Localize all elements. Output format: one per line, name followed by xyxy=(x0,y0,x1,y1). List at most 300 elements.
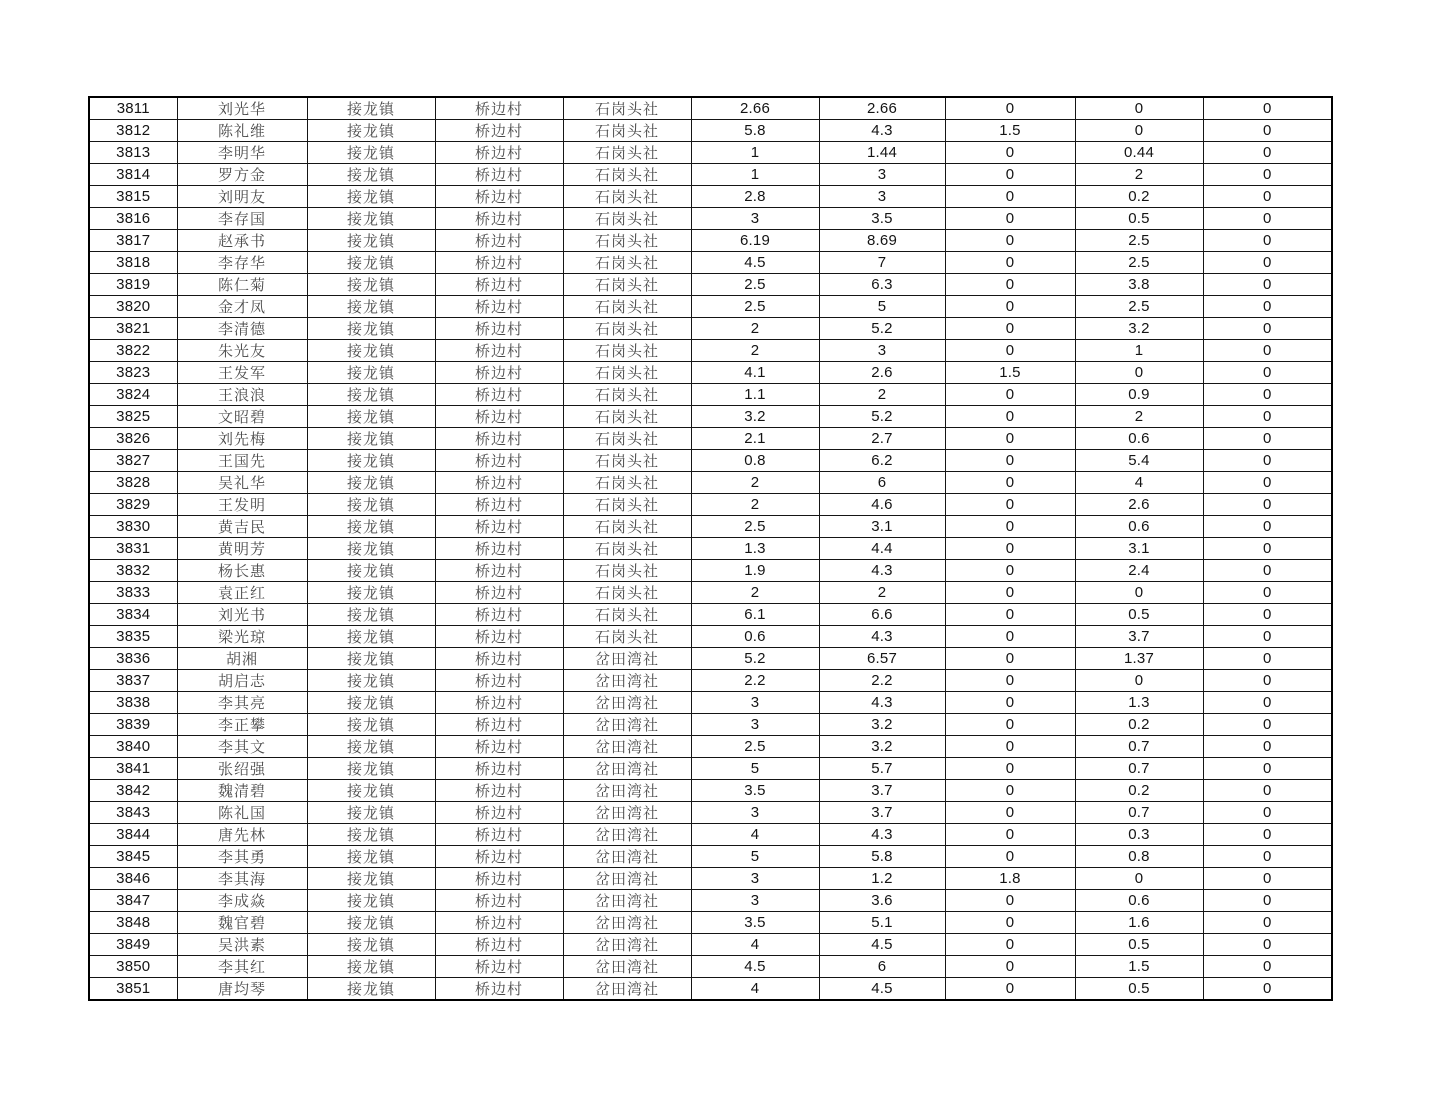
cell-person-name: 李其文 xyxy=(177,736,307,758)
table-row xyxy=(89,472,1332,494)
cell-value-1: 2.5 xyxy=(691,736,819,758)
cell-value-3: 0 xyxy=(945,450,1075,472)
table-row xyxy=(89,560,1332,582)
cell-value-5: 0 xyxy=(1203,780,1332,802)
table-row xyxy=(89,934,1332,956)
cell-village: 桥边村 xyxy=(435,714,563,736)
cell-town: 接龙镇 xyxy=(307,956,435,978)
cell-value-5: 0 xyxy=(1203,912,1332,934)
cell-village: 桥边村 xyxy=(435,362,563,384)
cell-value-1: 3 xyxy=(691,890,819,912)
cell-value-1: 2 xyxy=(691,494,819,516)
cell-person-name: 杨长惠 xyxy=(177,560,307,582)
cell-village: 桥边村 xyxy=(435,582,563,604)
cell-hamlet: 石岗头社 xyxy=(563,186,691,208)
cell-serial-number: 3841 xyxy=(89,758,177,780)
cell-person-name: 李其海 xyxy=(177,868,307,890)
cell-value-2: 3.5 xyxy=(819,208,945,230)
cell-hamlet: 石岗头社 xyxy=(563,604,691,626)
cell-value-4: 0.5 xyxy=(1075,934,1203,956)
cell-value-4: 0.3 xyxy=(1075,824,1203,846)
cell-hamlet: 石岗头社 xyxy=(563,164,691,186)
cell-value-5: 0 xyxy=(1203,692,1332,714)
cell-value-2: 3.6 xyxy=(819,890,945,912)
table-row xyxy=(89,956,1332,978)
cell-town: 接龙镇 xyxy=(307,538,435,560)
cell-value-2: 4.5 xyxy=(819,934,945,956)
cell-serial-number: 3813 xyxy=(89,142,177,164)
cell-value-3: 1.5 xyxy=(945,362,1075,384)
cell-value-2: 3.1 xyxy=(819,516,945,538)
cell-village: 桥边村 xyxy=(435,186,563,208)
cell-value-2: 4.4 xyxy=(819,538,945,560)
cell-value-3: 0 xyxy=(945,538,1075,560)
table-row xyxy=(89,120,1332,142)
cell-town: 接龙镇 xyxy=(307,318,435,340)
cell-value-5: 0 xyxy=(1203,230,1332,252)
cell-person-name: 李成焱 xyxy=(177,890,307,912)
cell-village: 桥边村 xyxy=(435,780,563,802)
cell-town: 接龙镇 xyxy=(307,362,435,384)
cell-hamlet: 石岗头社 xyxy=(563,208,691,230)
cell-value-1: 2 xyxy=(691,340,819,362)
cell-person-name: 李其红 xyxy=(177,956,307,978)
cell-village: 桥边村 xyxy=(435,472,563,494)
cell-village: 桥边村 xyxy=(435,296,563,318)
table-row xyxy=(89,714,1332,736)
cell-town: 接龙镇 xyxy=(307,340,435,362)
cell-value-3: 0 xyxy=(945,934,1075,956)
cell-value-4: 3.2 xyxy=(1075,318,1203,340)
cell-value-3: 0 xyxy=(945,604,1075,626)
table-row xyxy=(89,758,1332,780)
cell-town: 接龙镇 xyxy=(307,802,435,824)
cell-hamlet: 石岗头社 xyxy=(563,120,691,142)
cell-village: 桥边村 xyxy=(435,912,563,934)
cell-town: 接龙镇 xyxy=(307,692,435,714)
cell-hamlet: 岔田湾社 xyxy=(563,934,691,956)
cell-value-5: 0 xyxy=(1203,318,1332,340)
cell-town: 接龙镇 xyxy=(307,714,435,736)
cell-town: 接龙镇 xyxy=(307,824,435,846)
cell-serial-number: 3833 xyxy=(89,582,177,604)
cell-value-2: 8.69 xyxy=(819,230,945,252)
cell-value-5: 0 xyxy=(1203,978,1332,1001)
cell-value-4: 2 xyxy=(1075,164,1203,186)
cell-value-3: 0 xyxy=(945,340,1075,362)
cell-serial-number: 3838 xyxy=(89,692,177,714)
cell-value-2: 5.1 xyxy=(819,912,945,934)
cell-serial-number: 3848 xyxy=(89,912,177,934)
cell-village: 桥边村 xyxy=(435,956,563,978)
cell-hamlet: 岔田湾社 xyxy=(563,714,691,736)
cell-value-1: 1.3 xyxy=(691,538,819,560)
cell-town: 接龙镇 xyxy=(307,186,435,208)
cell-hamlet: 岔田湾社 xyxy=(563,846,691,868)
cell-value-5: 0 xyxy=(1203,868,1332,890)
cell-serial-number: 3815 xyxy=(89,186,177,208)
cell-person-name: 吴礼华 xyxy=(177,472,307,494)
cell-value-1: 3 xyxy=(691,714,819,736)
cell-value-4: 0.44 xyxy=(1075,142,1203,164)
cell-village: 桥边村 xyxy=(435,120,563,142)
cell-value-3: 0 xyxy=(945,670,1075,692)
cell-person-name: 张绍强 xyxy=(177,758,307,780)
cell-person-name: 李其亮 xyxy=(177,692,307,714)
cell-serial-number: 3818 xyxy=(89,252,177,274)
cell-town: 接龙镇 xyxy=(307,450,435,472)
cell-hamlet: 岔田湾社 xyxy=(563,648,691,670)
cell-value-1: 4.5 xyxy=(691,252,819,274)
cell-person-name: 魏官碧 xyxy=(177,912,307,934)
table-row xyxy=(89,230,1332,252)
cell-value-1: 4 xyxy=(691,824,819,846)
cell-serial-number: 3834 xyxy=(89,604,177,626)
cell-value-4: 0 xyxy=(1075,868,1203,890)
cell-hamlet: 岔田湾社 xyxy=(563,692,691,714)
cell-value-2: 4.3 xyxy=(819,120,945,142)
cell-hamlet: 石岗头社 xyxy=(563,318,691,340)
table-row xyxy=(89,164,1332,186)
cell-serial-number: 3847 xyxy=(89,890,177,912)
cell-serial-number: 3844 xyxy=(89,824,177,846)
cell-value-2: 5.7 xyxy=(819,758,945,780)
cell-person-name: 李正攀 xyxy=(177,714,307,736)
cell-person-name: 李存国 xyxy=(177,208,307,230)
cell-village: 桥边村 xyxy=(435,802,563,824)
cell-town: 接龙镇 xyxy=(307,120,435,142)
cell-serial-number: 3823 xyxy=(89,362,177,384)
table-row xyxy=(89,384,1332,406)
cell-hamlet: 岔田湾社 xyxy=(563,890,691,912)
table-row xyxy=(89,538,1332,560)
cell-town: 接龙镇 xyxy=(307,582,435,604)
cell-value-3: 0 xyxy=(945,252,1075,274)
cell-value-5: 0 xyxy=(1203,208,1332,230)
cell-value-5: 0 xyxy=(1203,164,1332,186)
cell-person-name: 刘先梅 xyxy=(177,428,307,450)
cell-value-2: 6.3 xyxy=(819,274,945,296)
cell-value-2: 6 xyxy=(819,956,945,978)
cell-value-3: 0 xyxy=(945,208,1075,230)
cell-serial-number: 3839 xyxy=(89,714,177,736)
cell-value-1: 3 xyxy=(691,868,819,890)
cell-person-name: 吴洪素 xyxy=(177,934,307,956)
cell-serial-number: 3825 xyxy=(89,406,177,428)
cell-value-4: 1.6 xyxy=(1075,912,1203,934)
cell-town: 接龙镇 xyxy=(307,912,435,934)
cell-serial-number: 3811 xyxy=(89,97,177,120)
cell-person-name: 胡启志 xyxy=(177,670,307,692)
cell-value-1: 2.1 xyxy=(691,428,819,450)
cell-value-3: 0 xyxy=(945,318,1075,340)
cell-value-2: 3.2 xyxy=(819,714,945,736)
cell-value-2: 4.3 xyxy=(819,560,945,582)
table-row xyxy=(89,516,1332,538)
cell-person-name: 胡湘 xyxy=(177,648,307,670)
cell-value-5: 0 xyxy=(1203,296,1332,318)
cell-serial-number: 3845 xyxy=(89,846,177,868)
cell-town: 接龙镇 xyxy=(307,97,435,120)
cell-value-2: 2 xyxy=(819,384,945,406)
table-row xyxy=(89,186,1332,208)
cell-value-5: 0 xyxy=(1203,406,1332,428)
cell-person-name: 金才凤 xyxy=(177,296,307,318)
cell-value-2: 6 xyxy=(819,472,945,494)
cell-value-4: 3.1 xyxy=(1075,538,1203,560)
table-row xyxy=(89,142,1332,164)
cell-person-name: 王发军 xyxy=(177,362,307,384)
cell-serial-number: 3836 xyxy=(89,648,177,670)
cell-value-1: 1.1 xyxy=(691,384,819,406)
cell-value-1: 4 xyxy=(691,978,819,1001)
cell-value-5: 0 xyxy=(1203,142,1332,164)
cell-value-1: 6.19 xyxy=(691,230,819,252)
cell-serial-number: 3832 xyxy=(89,560,177,582)
cell-value-4: 0.5 xyxy=(1075,604,1203,626)
cell-value-5: 0 xyxy=(1203,824,1332,846)
cell-town: 接龙镇 xyxy=(307,978,435,1001)
cell-village: 桥边村 xyxy=(435,274,563,296)
cell-person-name: 陈礼国 xyxy=(177,802,307,824)
cell-value-2: 2 xyxy=(819,582,945,604)
table-row xyxy=(89,670,1332,692)
cell-value-1: 5.8 xyxy=(691,120,819,142)
cell-value-3: 0 xyxy=(945,516,1075,538)
table-row xyxy=(89,868,1332,890)
cell-hamlet: 岔田湾社 xyxy=(563,780,691,802)
cell-value-2: 5.8 xyxy=(819,846,945,868)
cell-value-4: 2.5 xyxy=(1075,252,1203,274)
cell-value-2: 4.6 xyxy=(819,494,945,516)
cell-serial-number: 3816 xyxy=(89,208,177,230)
cell-hamlet: 岔田湾社 xyxy=(563,956,691,978)
table-row xyxy=(89,274,1332,296)
cell-village: 桥边村 xyxy=(435,164,563,186)
cell-hamlet: 岔田湾社 xyxy=(563,802,691,824)
cell-town: 接龙镇 xyxy=(307,736,435,758)
cell-village: 桥边村 xyxy=(435,824,563,846)
cell-town: 接龙镇 xyxy=(307,252,435,274)
cell-value-5: 0 xyxy=(1203,604,1332,626)
cell-value-4: 3.8 xyxy=(1075,274,1203,296)
cell-value-2: 2.6 xyxy=(819,362,945,384)
cell-person-name: 刘明友 xyxy=(177,186,307,208)
cell-value-3: 0 xyxy=(945,758,1075,780)
cell-value-4: 0.2 xyxy=(1075,780,1203,802)
cell-hamlet: 岔田湾社 xyxy=(563,824,691,846)
cell-value-2: 5.2 xyxy=(819,406,945,428)
cell-village: 桥边村 xyxy=(435,340,563,362)
cell-value-2: 4.3 xyxy=(819,824,945,846)
cell-value-1: 0.8 xyxy=(691,450,819,472)
cell-value-1: 2 xyxy=(691,318,819,340)
cell-value-5: 0 xyxy=(1203,450,1332,472)
cell-person-name: 李清德 xyxy=(177,318,307,340)
cell-value-3: 0 xyxy=(945,912,1075,934)
cell-value-4: 0 xyxy=(1075,97,1203,120)
cell-value-4: 0 xyxy=(1075,362,1203,384)
cell-town: 接龙镇 xyxy=(307,890,435,912)
cell-value-3: 0 xyxy=(945,97,1075,120)
cell-value-5: 0 xyxy=(1203,736,1332,758)
cell-village: 桥边村 xyxy=(435,230,563,252)
cell-person-name: 王国先 xyxy=(177,450,307,472)
cell-value-3: 0 xyxy=(945,824,1075,846)
table-row xyxy=(89,340,1332,362)
cell-value-1: 4.1 xyxy=(691,362,819,384)
cell-value-2: 1.2 xyxy=(819,868,945,890)
cell-town: 接龙镇 xyxy=(307,934,435,956)
cell-value-4: 1.3 xyxy=(1075,692,1203,714)
table-row xyxy=(89,648,1332,670)
cell-hamlet: 石岗头社 xyxy=(563,142,691,164)
cell-serial-number: 3830 xyxy=(89,516,177,538)
cell-village: 桥边村 xyxy=(435,758,563,780)
cell-person-name: 黄明芳 xyxy=(177,538,307,560)
cell-hamlet: 石岗头社 xyxy=(563,428,691,450)
cell-serial-number: 3820 xyxy=(89,296,177,318)
cell-village: 桥边村 xyxy=(435,868,563,890)
cell-value-5: 0 xyxy=(1203,560,1332,582)
cell-serial-number: 3849 xyxy=(89,934,177,956)
cell-town: 接龙镇 xyxy=(307,780,435,802)
cell-value-1: 0.6 xyxy=(691,626,819,648)
cell-value-3: 0 xyxy=(945,780,1075,802)
cell-village: 桥边村 xyxy=(435,494,563,516)
cell-value-5: 0 xyxy=(1203,538,1332,560)
cell-value-5: 0 xyxy=(1203,340,1332,362)
cell-person-name: 袁正红 xyxy=(177,582,307,604)
cell-serial-number: 3835 xyxy=(89,626,177,648)
cell-value-4: 2.5 xyxy=(1075,296,1203,318)
cell-hamlet: 石岗头社 xyxy=(563,406,691,428)
cell-town: 接龙镇 xyxy=(307,758,435,780)
table-row xyxy=(89,824,1332,846)
cell-value-1: 2.66 xyxy=(691,97,819,120)
cell-serial-number: 3850 xyxy=(89,956,177,978)
table-row xyxy=(89,978,1332,1001)
cell-value-5: 0 xyxy=(1203,670,1332,692)
cell-town: 接龙镇 xyxy=(307,604,435,626)
cell-value-1: 3 xyxy=(691,692,819,714)
cell-village: 桥边村 xyxy=(435,648,563,670)
cell-value-3: 0 xyxy=(945,736,1075,758)
cell-value-5: 0 xyxy=(1203,362,1332,384)
cell-town: 接龙镇 xyxy=(307,428,435,450)
cell-value-4: 0.2 xyxy=(1075,714,1203,736)
cell-serial-number: 3826 xyxy=(89,428,177,450)
table-row xyxy=(89,252,1332,274)
cell-value-3: 0 xyxy=(945,384,1075,406)
cell-value-4: 0.6 xyxy=(1075,428,1203,450)
cell-value-1: 3.5 xyxy=(691,780,819,802)
cell-value-2: 2.66 xyxy=(819,97,945,120)
cell-value-3: 0 xyxy=(945,428,1075,450)
cell-value-2: 3.7 xyxy=(819,780,945,802)
cell-value-3: 0 xyxy=(945,890,1075,912)
cell-serial-number: 3822 xyxy=(89,340,177,362)
cell-value-4: 2 xyxy=(1075,406,1203,428)
cell-value-3: 1.5 xyxy=(945,120,1075,142)
cell-value-3: 0 xyxy=(945,802,1075,824)
cell-town: 接龙镇 xyxy=(307,230,435,252)
cell-village: 桥边村 xyxy=(435,97,563,120)
cell-value-5: 0 xyxy=(1203,934,1332,956)
cell-value-3: 0 xyxy=(945,494,1075,516)
cell-village: 桥边村 xyxy=(435,252,563,274)
cell-value-2: 6.2 xyxy=(819,450,945,472)
cell-village: 桥边村 xyxy=(435,692,563,714)
cell-value-2: 2.2 xyxy=(819,670,945,692)
cell-value-3: 0 xyxy=(945,230,1075,252)
cell-value-4: 0.6 xyxy=(1075,890,1203,912)
cell-value-1: 2 xyxy=(691,582,819,604)
cell-hamlet: 石岗头社 xyxy=(563,626,691,648)
cell-person-name: 唐均琴 xyxy=(177,978,307,1001)
cell-value-5: 0 xyxy=(1203,714,1332,736)
cell-hamlet: 石岗头社 xyxy=(563,494,691,516)
cell-serial-number: 3827 xyxy=(89,450,177,472)
cell-town: 接龙镇 xyxy=(307,296,435,318)
cell-value-1: 2.5 xyxy=(691,274,819,296)
cell-village: 桥边村 xyxy=(435,384,563,406)
cell-value-3: 0 xyxy=(945,648,1075,670)
cell-value-2: 3 xyxy=(819,340,945,362)
cell-value-3: 0 xyxy=(945,406,1075,428)
cell-serial-number: 3837 xyxy=(89,670,177,692)
cell-village: 桥边村 xyxy=(435,208,563,230)
cell-town: 接龙镇 xyxy=(307,472,435,494)
cell-value-4: 2.5 xyxy=(1075,230,1203,252)
cell-value-2: 1.44 xyxy=(819,142,945,164)
table-row xyxy=(89,912,1332,934)
cell-hamlet: 岔田湾社 xyxy=(563,912,691,934)
cell-value-2: 6.57 xyxy=(819,648,945,670)
cell-value-5: 0 xyxy=(1203,846,1332,868)
cell-hamlet: 石岗头社 xyxy=(563,274,691,296)
cell-serial-number: 3817 xyxy=(89,230,177,252)
cell-village: 桥边村 xyxy=(435,318,563,340)
cell-village: 桥边村 xyxy=(435,560,563,582)
cell-value-1: 6.1 xyxy=(691,604,819,626)
cell-serial-number: 3829 xyxy=(89,494,177,516)
cell-value-4: 0.7 xyxy=(1075,802,1203,824)
cell-person-name: 文昭碧 xyxy=(177,406,307,428)
cell-serial-number: 3846 xyxy=(89,868,177,890)
cell-serial-number: 3851 xyxy=(89,978,177,1001)
cell-value-1: 2.2 xyxy=(691,670,819,692)
table-row xyxy=(89,692,1332,714)
cell-value-5: 0 xyxy=(1203,494,1332,516)
cell-hamlet: 石岗头社 xyxy=(563,516,691,538)
cell-village: 桥边村 xyxy=(435,846,563,868)
cell-hamlet: 岔田湾社 xyxy=(563,736,691,758)
cell-town: 接龙镇 xyxy=(307,384,435,406)
cell-person-name: 王发明 xyxy=(177,494,307,516)
cell-hamlet: 岔田湾社 xyxy=(563,670,691,692)
table-row xyxy=(89,318,1332,340)
table-row xyxy=(89,362,1332,384)
table-row xyxy=(89,406,1332,428)
cell-village: 桥边村 xyxy=(435,604,563,626)
cell-value-4: 0.5 xyxy=(1075,208,1203,230)
table-row xyxy=(89,802,1332,824)
cell-value-3: 0 xyxy=(945,142,1075,164)
cell-serial-number: 3819 xyxy=(89,274,177,296)
cell-person-name: 李存华 xyxy=(177,252,307,274)
cell-town: 接龙镇 xyxy=(307,846,435,868)
